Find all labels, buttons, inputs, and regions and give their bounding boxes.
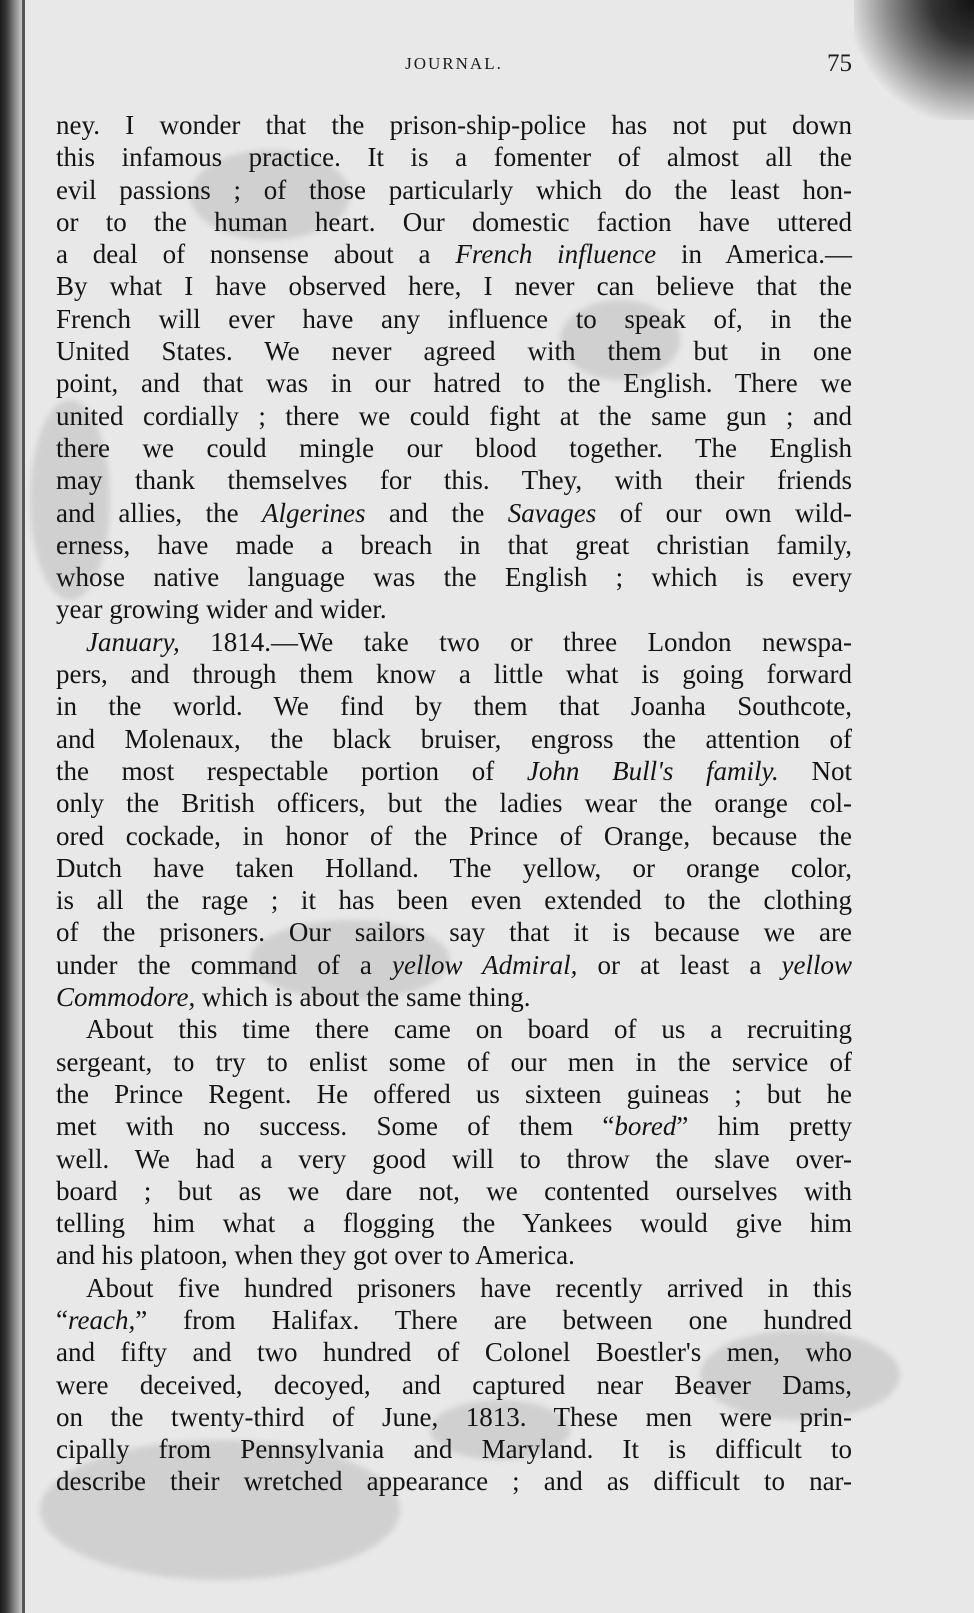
text-run: only the British officers, but the ladies wear the orange col- [56, 788, 852, 819]
text-line [56, 723, 852, 755]
text-run: and Molenaux, the black bruiser, engross the attention of [56, 723, 852, 754]
text-line [56, 400, 852, 432]
text-run: describe their wretched appearance ; and as difficult to nar- [56, 1466, 852, 1497]
text-line [56, 141, 852, 173]
corner-shadow [854, 0, 974, 120]
text-run: year growing wider and wider. [56, 594, 387, 625]
text-line [56, 1013, 852, 1045]
text-run: erness, have made a breach in that great christian family, [56, 529, 852, 560]
text-run: of the prisoners. Our sailors say that it is because we are [56, 917, 852, 948]
text-line [56, 497, 852, 529]
text-line [56, 1433, 852, 1465]
text-run: of our own wild- [596, 497, 852, 528]
text-line [56, 658, 852, 690]
text-line [56, 270, 852, 302]
page-header [56, 50, 852, 80]
text-run: United States. We never agreed with them but in one [56, 336, 852, 367]
italic-phrase: yellow [781, 949, 852, 980]
text-run: well. We had a very good will to throw the slave over- [56, 1143, 852, 1174]
text-run: ” him pretty [676, 1111, 852, 1142]
text-run: were deceived, decoyed, and captured near Beaver Dams, [56, 1369, 852, 1400]
text-run: this infamous practice. It is a fomenter of almost all the [56, 142, 852, 173]
text-line [56, 884, 852, 916]
italic-phrase: French influence [455, 239, 657, 270]
running-head: JOURNAL. [405, 54, 503, 73]
text-run: and fifty and two hundred of Colonel Boestler's men, who [56, 1337, 852, 1368]
text-run: board ; but as we dare not, we contented ourselves with [56, 1175, 852, 1206]
text-line [56, 1046, 852, 1078]
italic-phrase: January, [86, 626, 180, 657]
text-run: met with no success. Some of them “ [56, 1111, 615, 1142]
italic-phrase: John Bull's family. [526, 755, 779, 786]
italic-phrase: Commodore, [56, 982, 196, 1013]
text-run: or at least a [577, 949, 782, 980]
text-line [56, 852, 852, 884]
text-run: 1814.—We take two or three London newspa- [179, 626, 852, 657]
text-line [56, 561, 852, 593]
text-run: or to the human heart. Our domestic faction have uttered [56, 206, 852, 237]
text-line [56, 529, 852, 561]
book-binding-edge [0, 0, 22, 1613]
text-run: ney. I wonder that the prison-ship-police has not put down [56, 110, 852, 140]
text-run: sergeant, to try to enlist some of our men in the service of [56, 1046, 852, 1077]
text-run: evil passions ; of those particularly which do the least hon- [56, 174, 852, 205]
text-run: is all the rage ; it has been even extended to the clothing [56, 885, 852, 916]
text-line [56, 238, 852, 270]
italic-phrase: Algerines [262, 497, 366, 528]
text-line [56, 303, 852, 335]
text-run: Dutch have taken Holland. The yellow, or orange color, [56, 852, 852, 883]
text-line [56, 593, 852, 625]
text-line [56, 1465, 852, 1497]
text-run: there we could mingle our blood together. The English [56, 432, 852, 463]
text-run: in America.— [656, 239, 852, 270]
text-line [56, 206, 852, 238]
text-run: point, and that was in our hatred to the English. There we [56, 368, 852, 399]
text-line [56, 916, 852, 948]
italic-phrase: bored [614, 1111, 677, 1142]
text-line [56, 949, 852, 981]
text-run: in the world. We find by them that Joanha Southcote, [56, 691, 852, 722]
text-run: the most respectable portion of [56, 755, 527, 786]
text-line [56, 787, 852, 819]
text-line [56, 432, 852, 464]
text-run: Not [778, 755, 852, 786]
text-run: telling him what a flogging the Yankees would give him [56, 1208, 852, 1239]
text-line [56, 820, 852, 852]
text-run: and the [365, 497, 508, 528]
text-line [56, 464, 852, 496]
text-line [56, 626, 852, 658]
binding-line [22, 0, 25, 1613]
text-line [56, 1336, 852, 1368]
text-run: whose native language was the English ; which is every [56, 562, 852, 593]
text-run: “ [56, 1304, 68, 1335]
text-line [56, 1110, 852, 1142]
text-line [56, 367, 852, 399]
text-run: and allies, the [56, 497, 263, 528]
text-run: About five hundred prisoners have recently arrived in this [86, 1272, 852, 1303]
italic-phrase: Savages [507, 497, 597, 528]
text-line [56, 1304, 852, 1336]
text-run: which is about the same thing. [195, 982, 531, 1013]
text-line [56, 109, 852, 141]
text-line [56, 1143, 852, 1175]
text-line [56, 1078, 852, 1110]
text-run: under the command of a [56, 949, 393, 980]
text-run: ored cockade, in honor of the Prince of Orange, because the [56, 820, 852, 851]
text-line [56, 1239, 852, 1271]
text-run: and his platoon, when they got over to America. [56, 1240, 575, 1271]
text-run: may thank themselves for this. They, with their friends [56, 465, 852, 496]
text-line [56, 981, 852, 1013]
text-run: About this time there came on board of us a recruiting [86, 1014, 852, 1045]
text-line [56, 1401, 852, 1433]
text-line [56, 1207, 852, 1239]
text-run: on the twenty-third of June, 1813. These men were prin- [56, 1401, 852, 1432]
text-run: a deal of nonsense about a [56, 239, 456, 270]
text-run: French will ever have any influence to speak of, in the [56, 303, 852, 334]
text-run: pers, and through them know a little what is going forward [56, 659, 852, 690]
text-line [56, 335, 852, 367]
italic-phrase: reach, [67, 1304, 136, 1335]
text-run: united cordially ; there we could fight at the same gun ; and [56, 400, 852, 431]
text-line [56, 1272, 852, 1304]
text-run: By what I have observed here, I never can believe that the [56, 271, 852, 302]
text-run: ” from Halifax. There are between one hundred [135, 1304, 852, 1335]
page-number: 75 [827, 50, 852, 77]
body-text [56, 109, 852, 1498]
text-line [56, 1369, 852, 1401]
text-line [56, 1175, 852, 1207]
text-line [56, 690, 852, 722]
italic-phrase: yellow Admiral, [392, 949, 578, 980]
text-line [56, 755, 852, 787]
text-line [56, 174, 852, 206]
text-run: cipally from Pennsylvania and Maryland. It is difficult to [56, 1434, 852, 1465]
text-run: the Prince Regent. He offered us sixteen guineas ; but he [56, 1078, 852, 1109]
